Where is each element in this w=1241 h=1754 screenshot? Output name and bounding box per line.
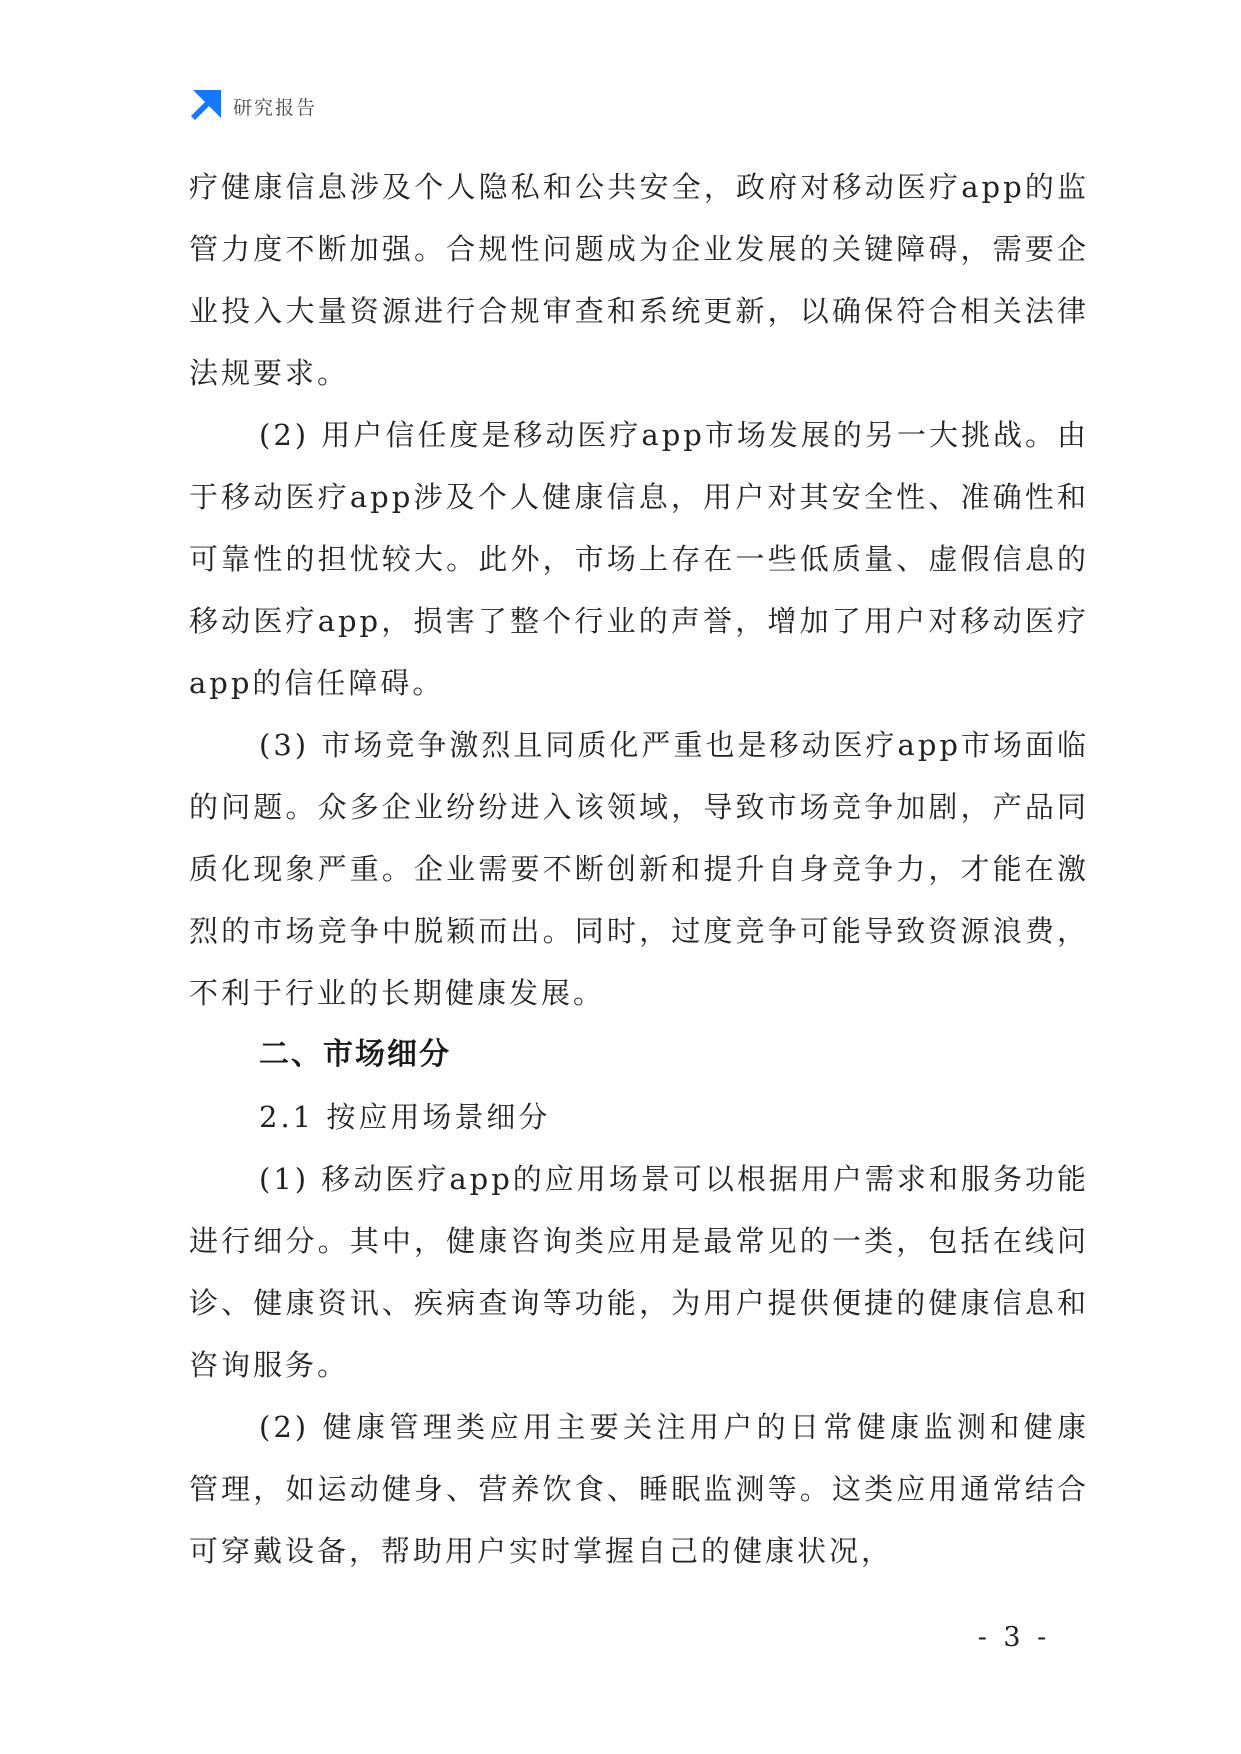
subsection-heading: 2.1 按应用场景细分 — [259, 1100, 551, 1134]
paragraph-competition: (3) 市场竞争激烈且同质化严重也是移动医疗app市场面临的问题。众多企业纷纷进入该领域，导致市场竞争加剧，产品同质化现象严重。企业需要不断创新和提升自身竞争力，才能在激烈的市场竞争中脱颖而出。同时，过度竞争可能导致资源浪费，不利于行业的长期健康发展。 — [189, 728, 1089, 1010]
paragraph-user-trust: (2) 用户信任度是移动医疗app市场发展的另一大挑战。由于移动医疗app涉及个人健康信息，用户对其安全性、准确性和可靠性的担忧较大。此外，市场上存在一些低质量、虚假信息的移动医疗app，损害了整个行业的声誉，增加了用户对移动医疗app的信任障碍。 — [189, 418, 1089, 700]
paragraph-application-scenarios: (1) 移动医疗app的应用场景可以根据用户需求和服务功能进行细分。其中，健康咨询类应用是最常见的一类，包括在线问诊、健康资讯、疾病查询等功能，为用户提供便捷的健康信息和咨询服务。 — [189, 1162, 1089, 1382]
document-body — [189, 156, 1089, 1582]
paragraph-health-management: (2) 健康管理类应用主要关注用户的日常健康监测和健康管理，如运动健身、营养饮食、睡眠监测等。这类应用通常结合可穿戴设备，帮助用户实时掌握自己的健康状况， — [189, 1410, 1089, 1568]
header-title: 研究报告 — [233, 96, 318, 119]
arrow-up-right-logo-icon — [189, 90, 221, 122]
section-heading: 二、市场细分 — [259, 1037, 451, 1072]
page-header — [189, 90, 317, 122]
page-number: - 3 - — [977, 1622, 1051, 1653]
paragraph-continued: 疗健康信息涉及个人隐私和公共安全，政府对移动医疗app的监管力度不断加强。合规性问题成为企业发展的关键障碍，需要企业投入大量资源进行合规审查和系统更新，以确保符合相关法律法规要求。 — [189, 170, 1089, 390]
